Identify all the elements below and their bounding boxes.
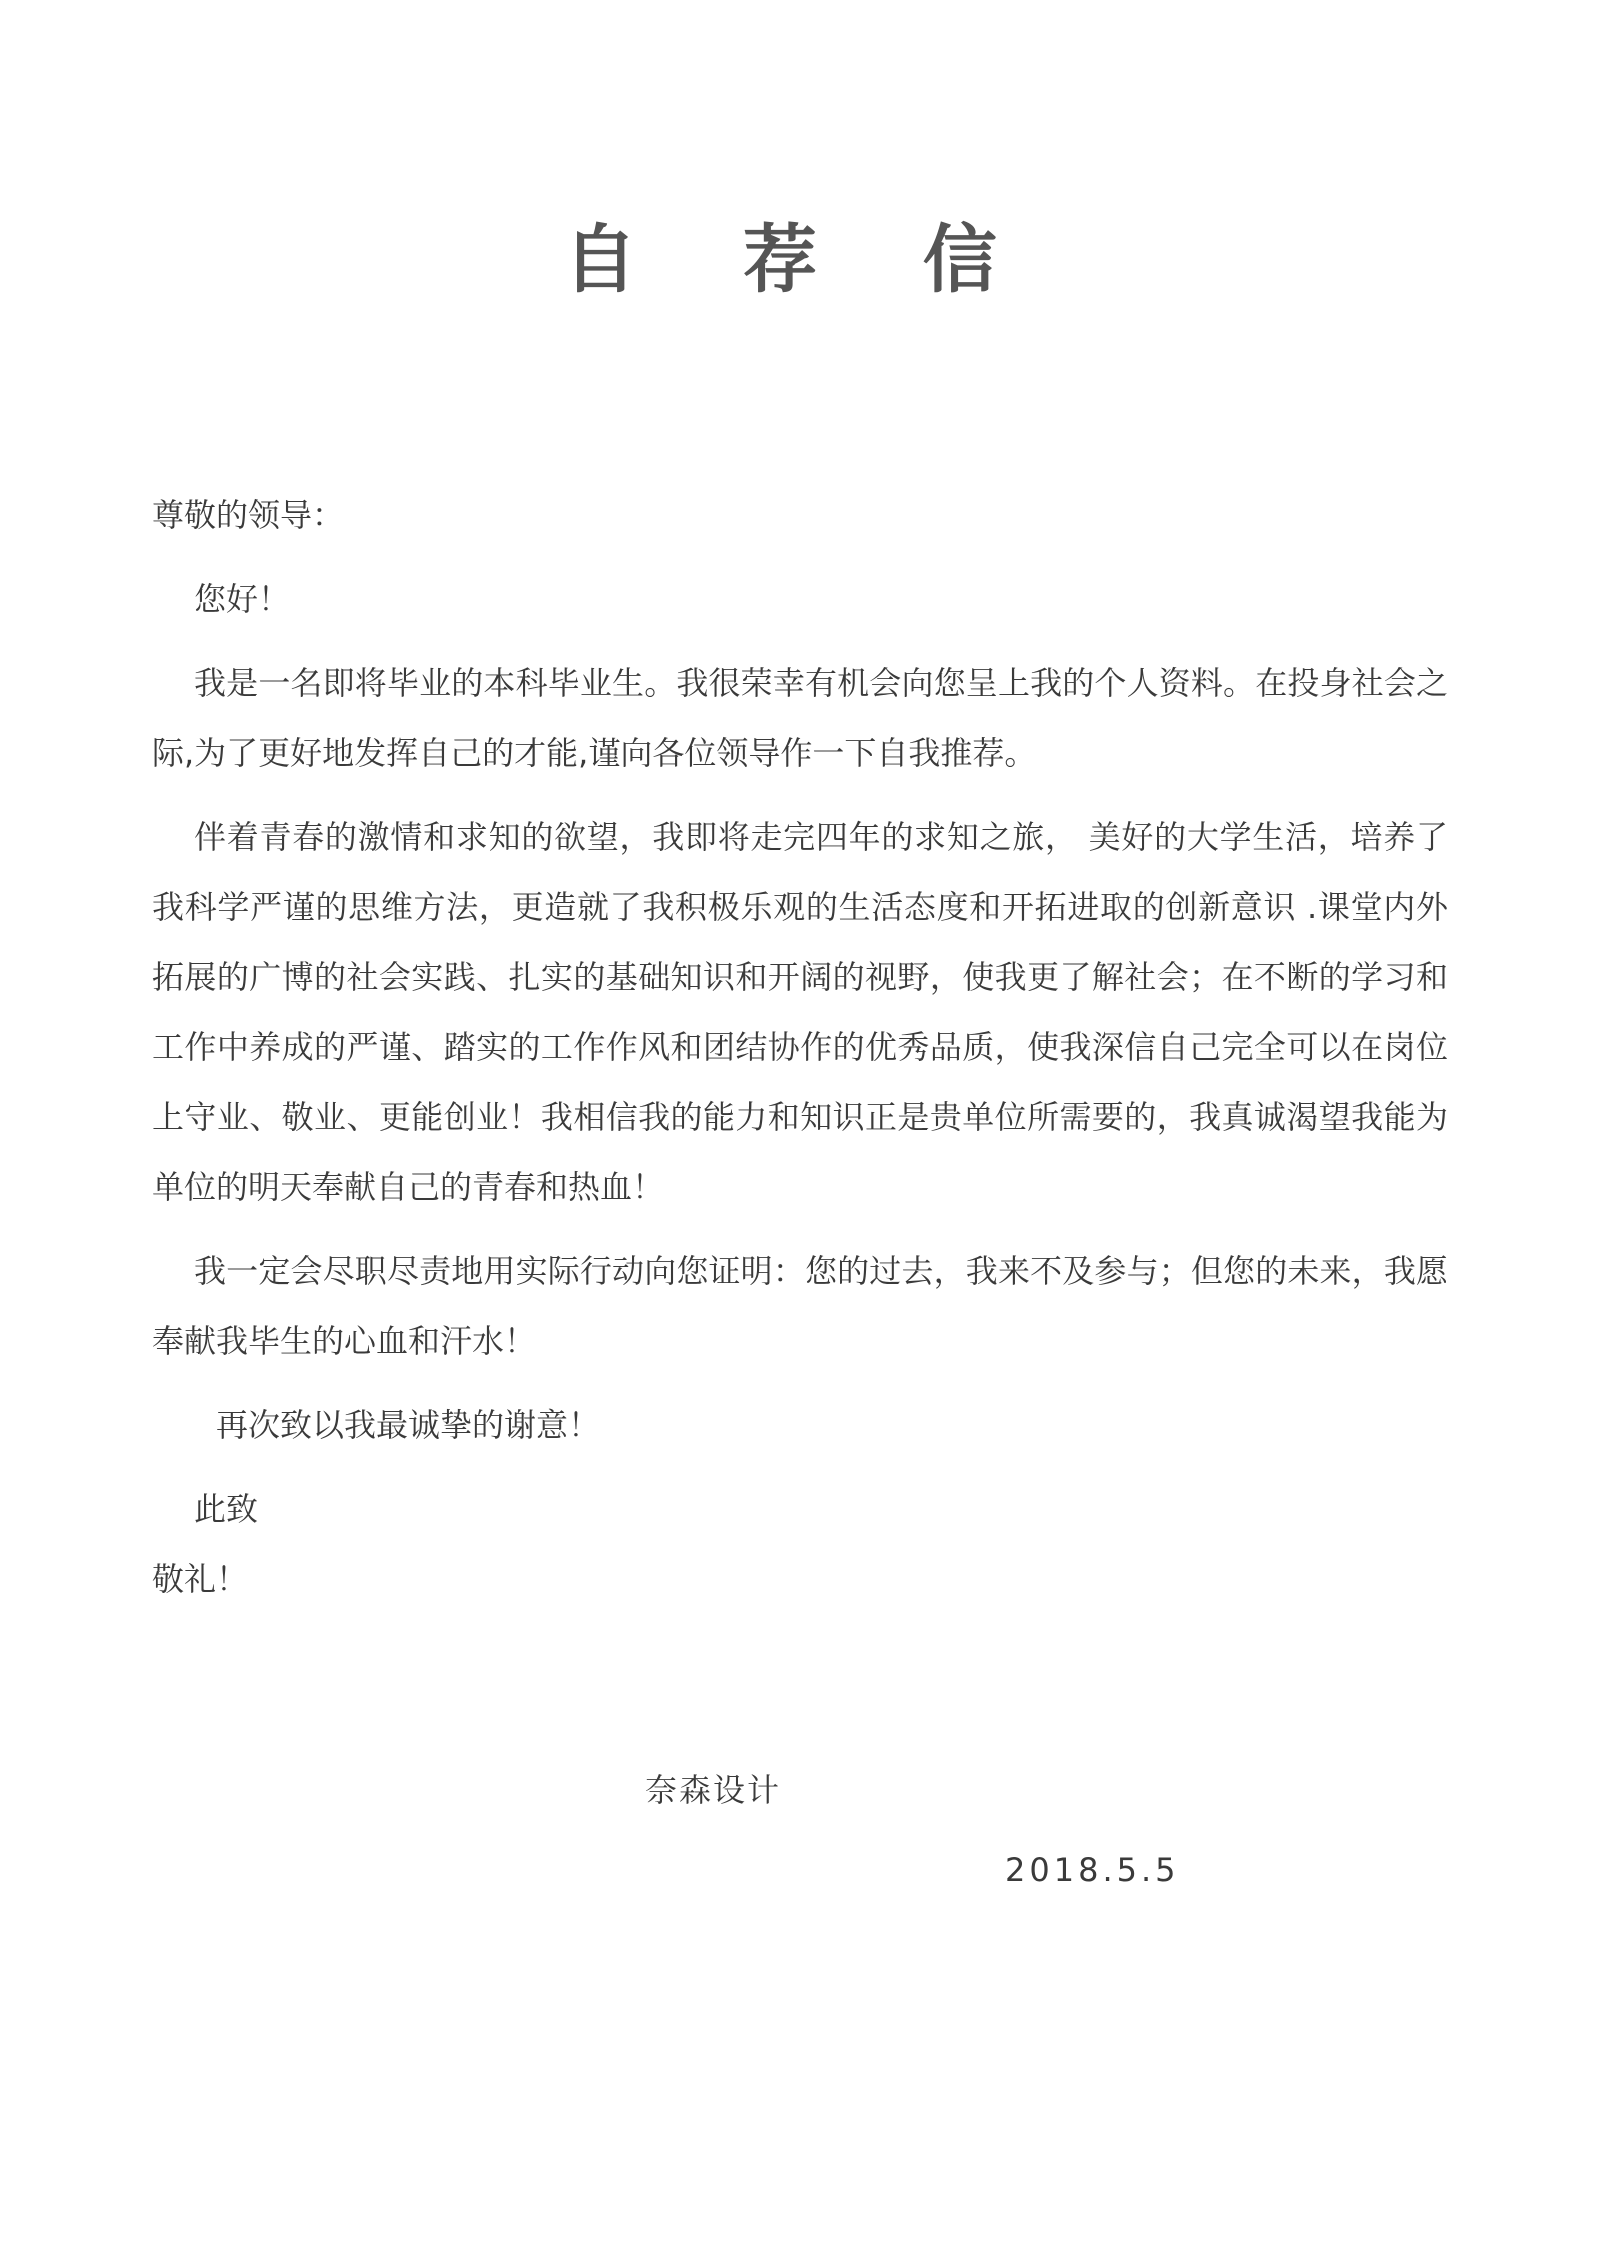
closing-cizhi: 此致 <box>194 1490 259 1528</box>
paragraph-intro: 我是一名即将毕业的本科毕业生。我很荣幸有机会向您呈上我的个人资料。在投身社会之际,为了更好地发挥自己的才能,谨向各位领导作一下自我推荐。 <box>152 664 1448 772</box>
closing-jingli: 敬礼！ <box>152 1560 249 1598</box>
letter-body <box>152 480 1448 1614</box>
paragraph-commitment: 我一定会尽职尽责地用实际行动向您证明：您的过去，我来不及参与；但您的未来，我愿奉献我毕生的心血和汗水！ <box>152 1252 1448 1360</box>
document-title: 自 荐 信 <box>563 217 1037 303</box>
signature: 奈森设计 <box>645 1771 782 1809</box>
greeting: 您好！ <box>194 580 291 618</box>
paragraph-qualifications: 伴着青春的激情和求知的欲望，我即将走完四年的求知之旅， 美好的大学生活，培养了我科学严谨的思维方法，更造就了我积极乐观的生活态度和开拓进取的创新意识 .课堂内外拓展的广博的社会实践、扎实的基础知识和开阔的视野，使我更了解社会；在不断的学习和工作中养成的严谨、踏实的工作作风和团结协作的优秀品质，使我深信自己完全可以在岗位上守业、敬业、更能创业！我相信我的能力和知识正是贵单位所需要的，我真诚渴望我能为单位的明天奉献自己的青春和热血！ <box>152 818 1448 1206</box>
date: 2018.5.5 <box>1005 1851 1180 1889</box>
salutation: 尊敬的领导： <box>152 496 345 534</box>
thanks-line: 再次致以我最诚挚的谢意！ <box>216 1406 601 1444</box>
